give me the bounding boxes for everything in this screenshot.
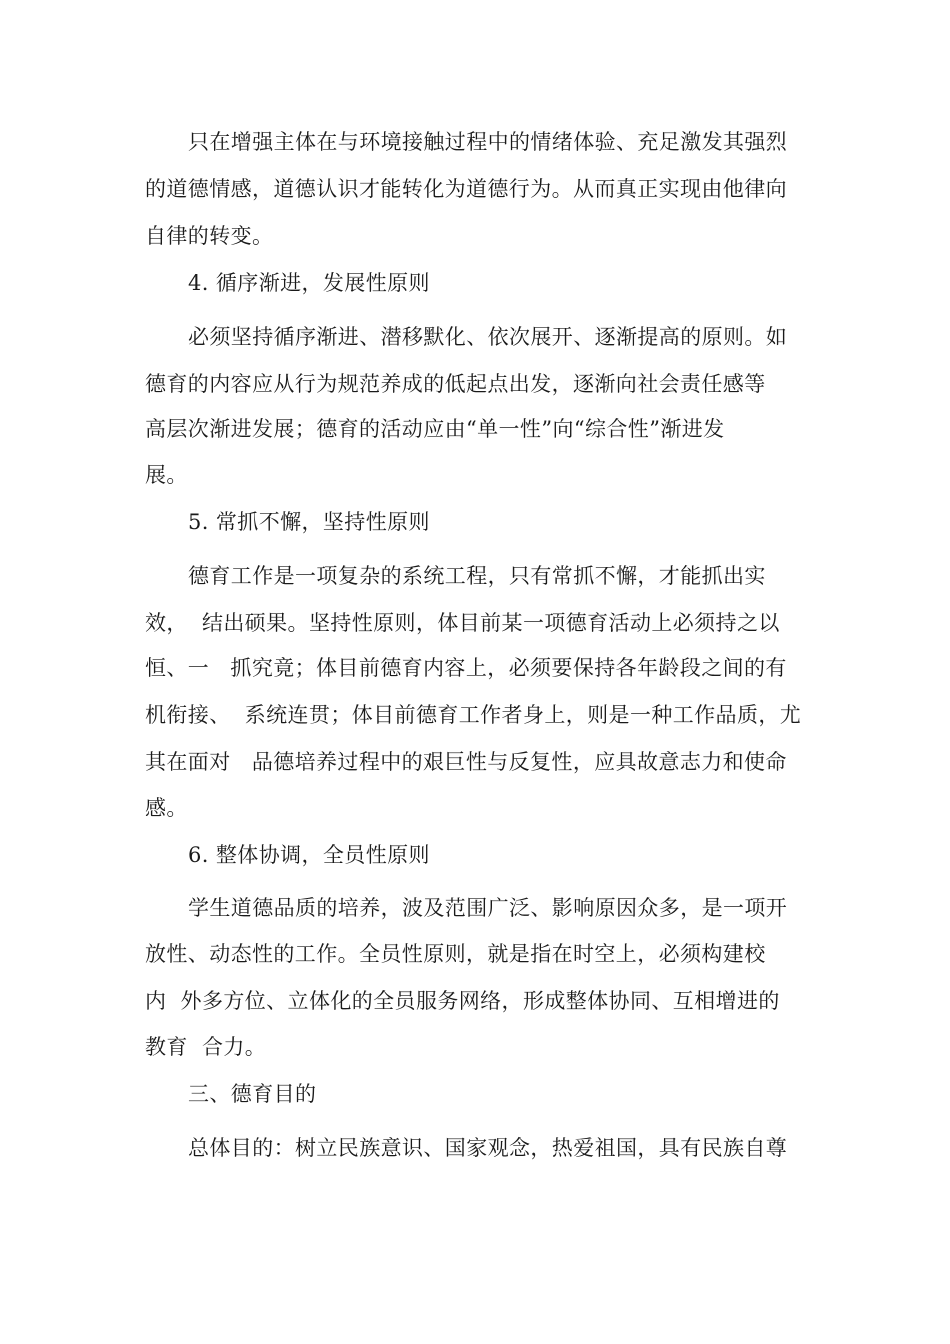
paragraph-3-line-6: 感。 [145,796,188,820]
paragraph-5-line-1: 总体目的：树立民族意识、国家观念，热爱祖国，具有民族自尊 [188,1136,788,1160]
paragraph-3-line-3: 恒、一 抓究竟；体目前德育内容上，必须要保持各年龄段之间的有 [145,656,787,680]
paragraph-3-line-2: 效， 结出硕果。坚持性原则，体目前某一项德育活动上必须持之以 [145,611,780,635]
section-heading-6: 6. 整体协调，全员性原则 [188,843,430,867]
section-heading-4: 4. 循序渐进，发展性原则 [188,271,430,295]
paragraph-3-line-4: 机衔接、 系统连贯；体目前德育工作者身上，则是一种工作品质，尤 [145,703,802,727]
paragraph-1-line-1: 只在增强主体在与环境接触过程中的情绪体验、充足激发其强烈 [188,130,788,154]
paragraph-1-line-3: 自律的转变。 [145,224,274,248]
paragraph-3-line-5: 其在面对 品德培养过程中的艰巨性与反复性，应具故意志力和使命 [145,750,787,774]
section-heading-3: 三、德育目的 [188,1082,317,1106]
paragraph-2-line-3: 高层次渐进发展；德育的活动应由“单一性”向“综合性”渐进发 [145,417,725,441]
paragraph-3-line-1: 德育工作是一项复杂的系统工程，只有常抓不懈，才能抓出实 [188,564,766,588]
paragraph-2-line-2: 德育的内容应从行为规范养成的低起点出发，逐渐向社会责任感等 [145,372,766,396]
paragraph-2-line-1: 必须坚持循序渐进、潜移默化、依次展开、逐渐提高的原则。如 [188,325,788,349]
paragraph-1-line-2: 的道德情感，道德认识才能转化为道德行为。从而真正实现由他律向 [145,177,787,201]
paragraph-4-line-3: 内 外多方位、立体化的全员服务网络，形成整体协同、互相增进的 [145,989,780,1013]
section-heading-5: 5. 常抓不懈，坚持性原则 [188,510,430,534]
paragraph-4-line-1: 学生道德品质的培养，波及范围广泛、影响原因众多，是一项开 [188,896,788,920]
paragraph-4-line-4: 教育 合力。 [145,1035,267,1059]
paragraph-4-line-2: 放性、动态性的工作。全员性原则，就是指在时空上，必须构建校 [145,942,766,966]
paragraph-2-line-4: 展。 [145,463,188,487]
